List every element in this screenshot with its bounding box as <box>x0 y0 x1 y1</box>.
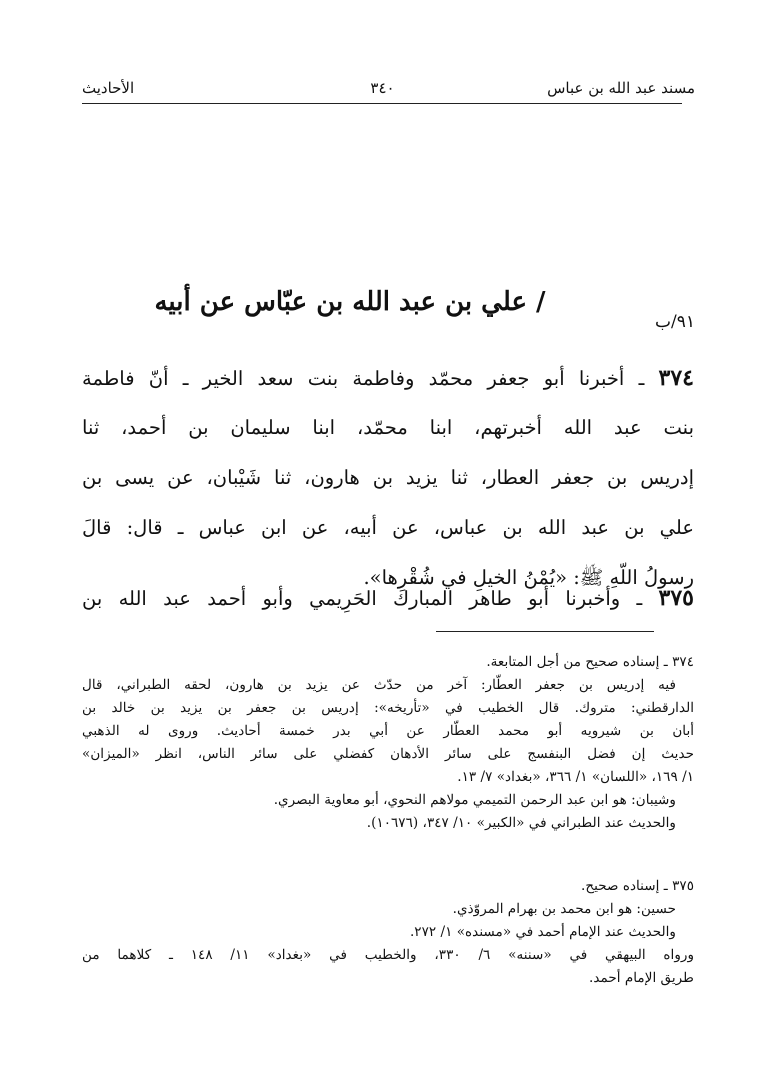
hadith-number: ٣٧٥ <box>658 585 694 611</box>
hadith-text: ـ أخبرنا أبو جعفر محمّد وفاطمة بنت سعد الخير ـ أنّ فاطمة <box>82 367 659 390</box>
hadith-line <box>82 573 694 623</box>
manuscript-folio-marker: ٩١/ب <box>655 312 695 332</box>
footnote-line: وشيبان: هو ابن عبد الرحمن التميمي مولاهم النحوي، أبو معاوية البصري. <box>273 792 676 808</box>
footnote-line: الدارقطني: متروك. قال الخطيب في «تأريخه»: إدريس بن جعفر بن يزيد بن خالد بن <box>82 700 694 716</box>
footnote-374 <box>82 651 694 835</box>
footnote-line: ورواه البيهقي في «سننه» ٦/ ٣٣٠، والخطيب في «بغداد» ١١/ ١٤٨ ـ كلاهما من <box>82 947 694 963</box>
header-divider <box>82 103 682 104</box>
footnote-line: والحديث عند الطبراني في «الكبير» ١٠/ ٣٤٧، (١٠٦٧٦). <box>366 815 676 831</box>
hadith-line: رسولُ اللّهِ ﷺ: «يُمْنُ الخيلِ في شُقْرِها». <box>363 566 694 589</box>
hadith-line: إدريس بن جعفر العطار، ثنا يزيد بن هارون، ثنا شَيْبان، عن يسى بن <box>82 466 694 489</box>
footnote-line: حديث إن فضل البنفسج على سائر الأدهان كفضلي على سائر الناس، انظر «الميزان» <box>82 746 694 762</box>
hadith-number: ٣٧٤ <box>658 365 694 391</box>
hadith-375 <box>82 573 694 623</box>
page-number: ٣٤٠ <box>370 79 395 97</box>
footnote-line: ٣٧٥ ـ إسناده صحيح. <box>581 878 694 894</box>
footnote-line: ٣٧٤ ـ إسناده صحيح من أجل المتابعة. <box>486 654 694 670</box>
hadith-line <box>82 353 694 403</box>
hadith-line: علي بن عبد الله بن عباس، عن أبيه، عن ابن عباس ـ قال: قالَ <box>82 516 694 539</box>
running-header-section: الأحاديث <box>82 79 135 97</box>
footnote-line: والحديث عند الإمام أحمد في «مسنده» ١/ ٢٧٢. <box>409 924 676 940</box>
footnote-divider <box>436 631 654 632</box>
hadith-text: ـ وأخبرنا أبو طاهر المبارك الحَرِيمي وأبو أحمد عبد الله بن <box>82 587 659 610</box>
hadith-374 <box>82 353 694 603</box>
footnote-375 <box>82 875 694 990</box>
chapter-title: / علي بن عبد الله بن عبّاس عن أبيه <box>154 287 546 317</box>
footnote-line: فيه إدريس بن جعفر العطّار: آخر من حدّث عن يزيد بن هارون، لحقه الطبراني، قال <box>82 677 676 693</box>
footnote-line: أبان بن شيرويه أبو محمد العطّار عن أبي بدر خمسة أحاديث. وروى له الذهبي <box>82 723 694 739</box>
footnote-line: طريق الإمام أحمد. <box>589 970 694 986</box>
running-header-book-title: مسند عبد الله بن عباس <box>547 79 695 97</box>
footnote-line: حسين: هو ابن محمد بن بهرام المروّذي. <box>452 901 676 917</box>
footnote-line: ١/ ١٦٩، «اللسان» ١/ ٣٦٦، «بغداد» ٧/ ١٣. <box>457 769 694 785</box>
hadith-line: بنت عبد الله أخبرتهم، ابنا محمّد، ابنا سليمان بن أحمد، ثنا <box>82 416 694 439</box>
